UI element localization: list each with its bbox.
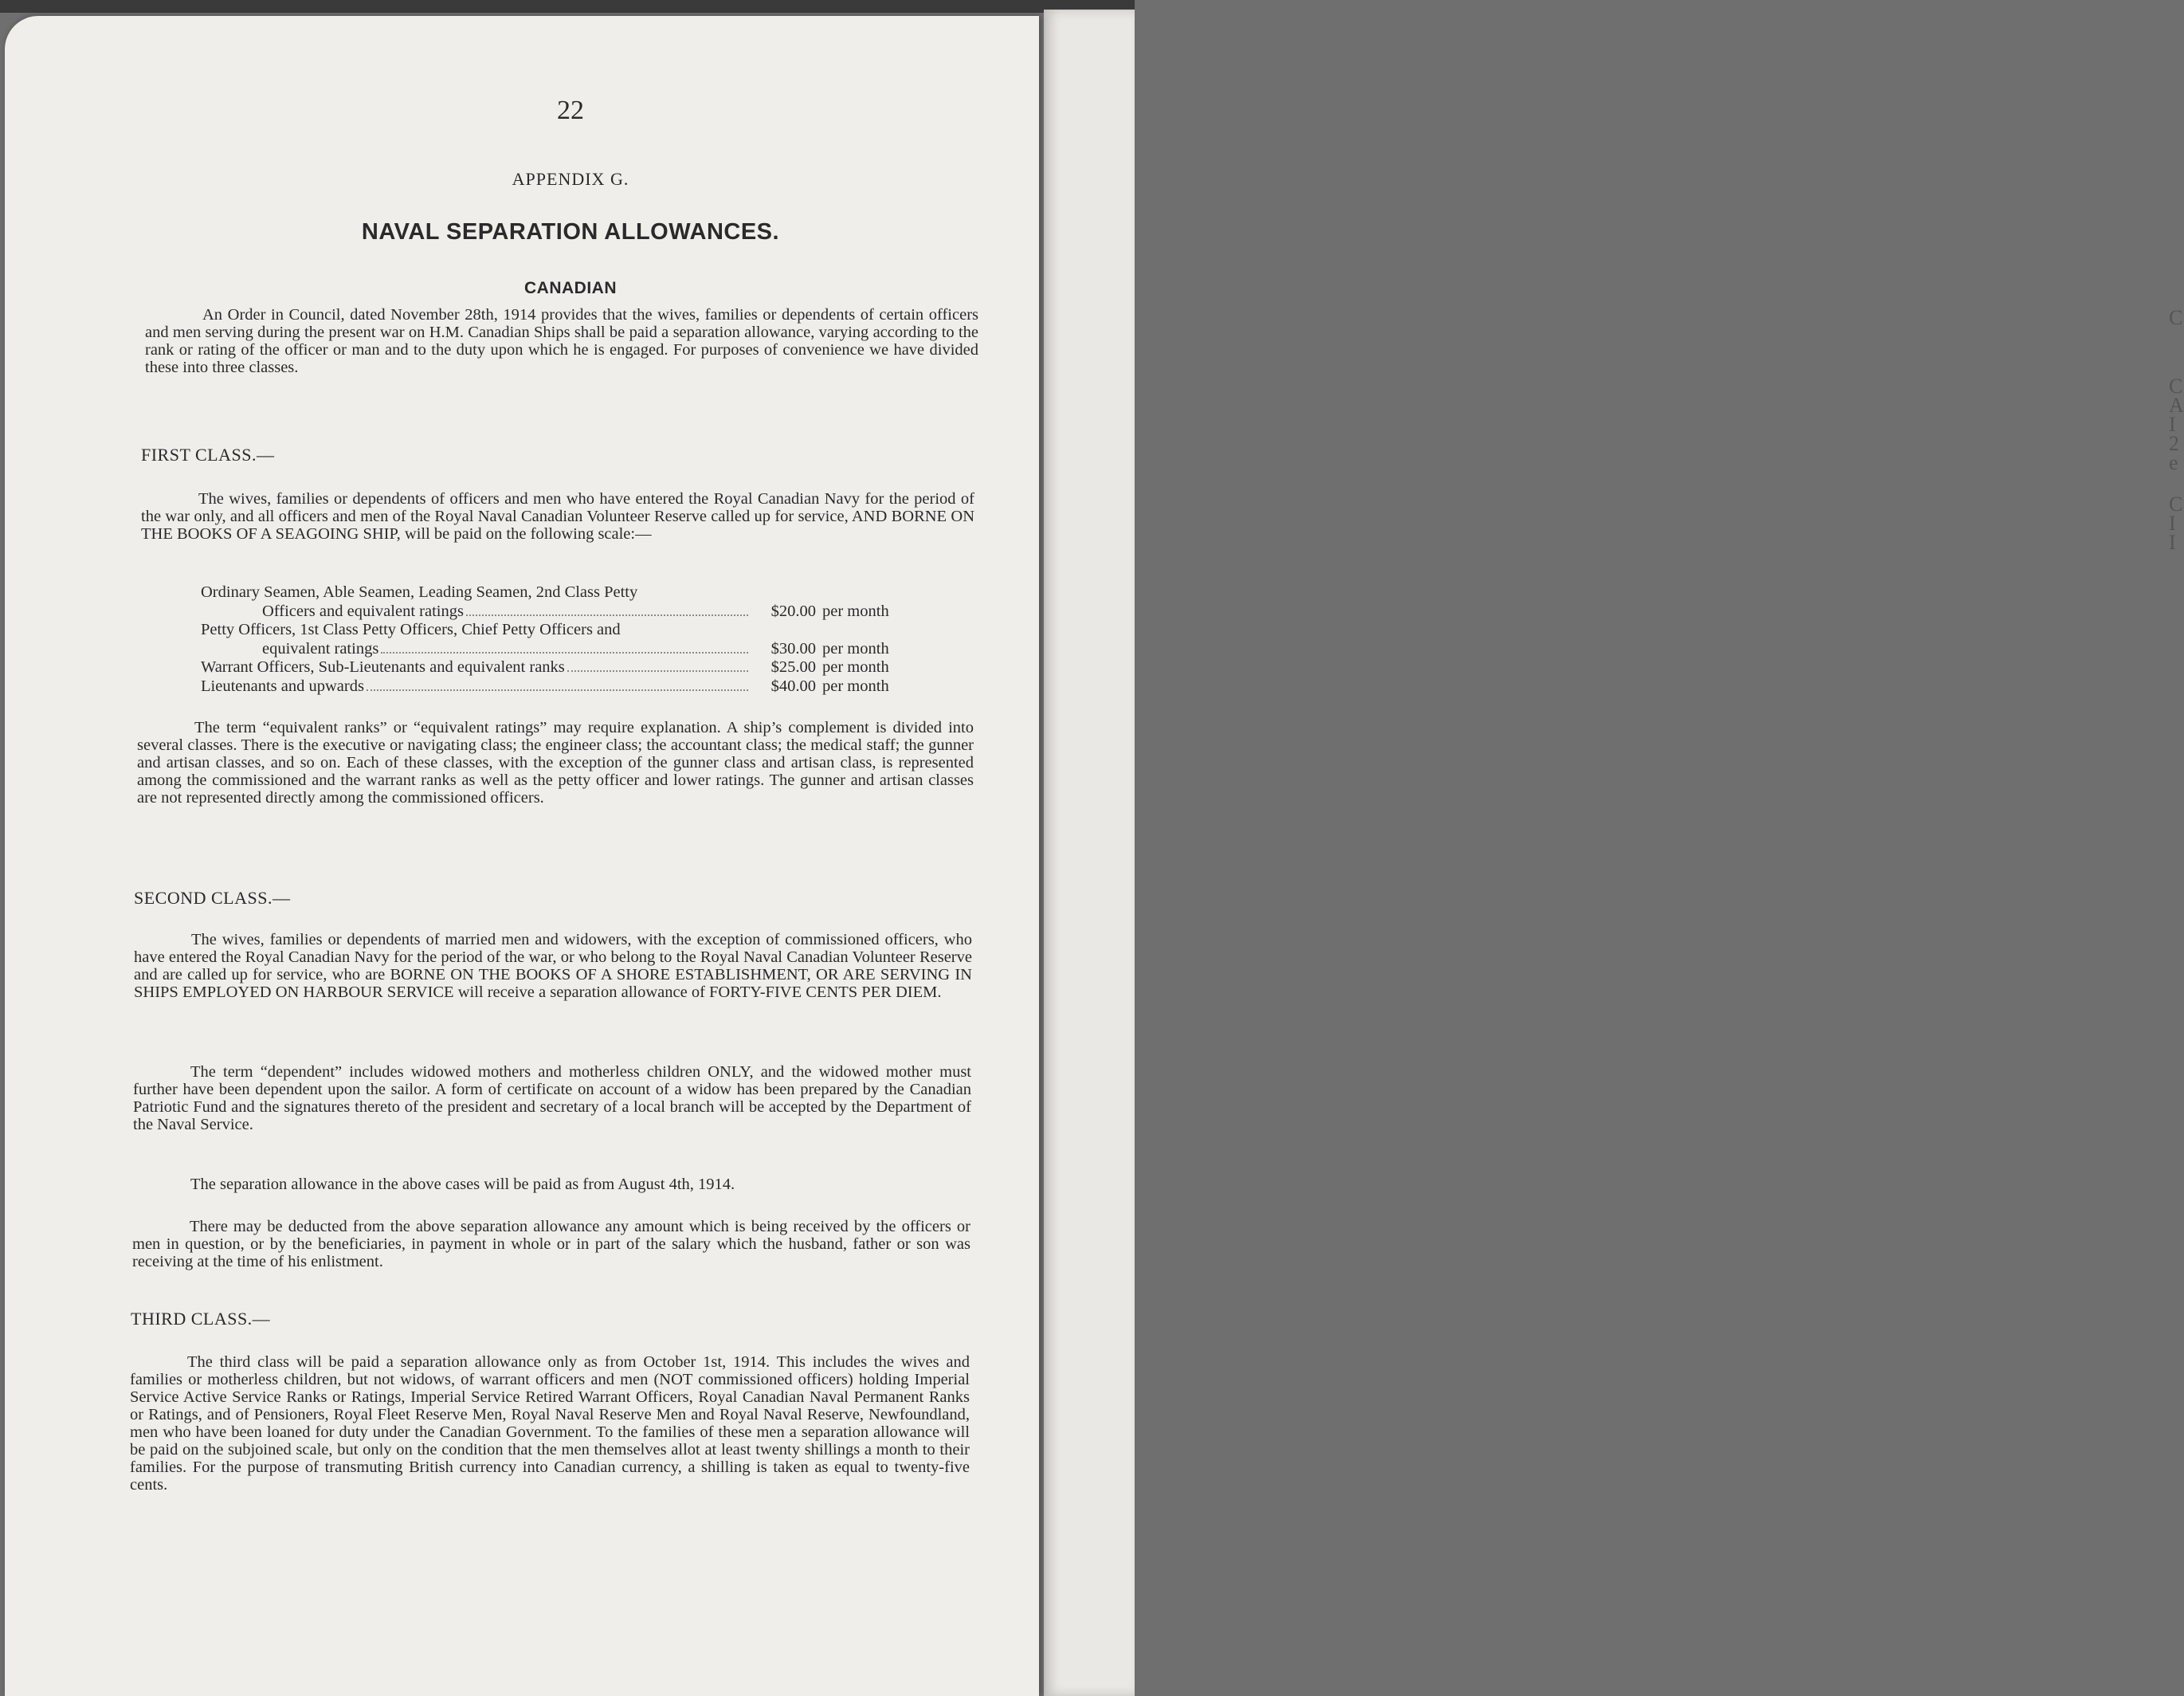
first-class-paragraph: The wives, families or dependents of officers and men who have entered the Royal Canadian Navy for the period of the war only, and all officers and men of the Royal Naval Canadian Volunteer Reserve called up for service, AND BORNE ON THE BOOKS OF A SEAGOING SHIP, will be paid on the following scale:— (141, 490, 974, 543)
edge-letter: C (2169, 306, 2183, 329)
scale-unit: per month (822, 639, 889, 658)
third-class-heading: THIRD CLASS.— (131, 1309, 271, 1329)
scale-amount: $20.00 (770, 602, 816, 620)
document-page (5, 16, 1039, 1696)
dot-leader (381, 652, 748, 654)
scan-top-border (0, 0, 1135, 13)
second-class-paragraph: The wives, families or dependents of married men and widowers, with the exception of commissioned officers, who have entered the Royal Canadian Navy for the period of the war, or who belong to the Royal Naval Canadian Volunteer Reserve and are called up for service, who are BORNE ON THE BOOKS OF A SHORE ESTABLISHMENT, OR ARE SERVING IN SHIPS EMPLOYED ON HARBOUR SERVICE will receive a separation allowance of FORTY-FIVE CENTS PER DIEM. (134, 931, 972, 1001)
dependent-definition-paragraph: The term “dependent” includes widowed mothers and motherless children ONLY, and the widowed mother must further have been dependent upon the sailor. A form of certificate on account of a widow has been prepared by the Canadian Patriotic Fund and the signatures thereto of the president and secretary of a local branch will be accepted by the Department of the Naval Service. (133, 1063, 971, 1133)
scale-rank-label: Lieutenants and upwards (201, 677, 364, 695)
page-number: 22 (557, 96, 584, 125)
adjacent-page-edge (1044, 10, 2184, 1696)
scale-row (201, 658, 918, 677)
dot-leader (466, 614, 748, 616)
appendix-heading: APPENDIX G. (512, 169, 629, 189)
scale-amount: $25.00 (770, 658, 816, 676)
allowance-scale-table (201, 583, 918, 696)
intro-paragraph: An Order in Council, dated November 28th, 1914 provides that the wives, families or dependents of certain officers and men serving during the present war on H.M. Canadian Ships shall be paid a separation allowance, varying according to the rank or rating of the officer or man and to the duty upon which he is engaged. For purposes of convenience we have divided these into three classes. (145, 306, 978, 376)
edge-letter: I (2169, 413, 2176, 436)
first-class-heading: FIRST CLASS.— (141, 445, 275, 465)
edge-letter: C (2169, 375, 2183, 398)
scale-row-2-label: Petty Officers, 1st Class Petty Officers, Chief Petty Officers and (201, 621, 621, 638)
scale-amount: $30.00 (770, 639, 816, 658)
edge-letter: C (2169, 493, 2183, 516)
payment-date-paragraph: The separation allowance in the above cases will be paid as from August 4th, 1914. (190, 1176, 735, 1193)
scale-rank-label: Warrant Officers, Sub-Lieutenants and equivalent ranks (201, 658, 565, 676)
scale-rank-label: equivalent ratings (262, 639, 379, 658)
dot-leader (367, 689, 748, 691)
edge-letter: A (2169, 394, 2184, 417)
deduction-paragraph: There may be deducted from the above separation allowance any amount which is being received by the officers or men in question, or by the beneficiaries, in payment in whole or in part of the salary which the husband, father or son was receiving at the time of his enlistment. (132, 1218, 970, 1270)
dot-leader (567, 670, 748, 672)
equivalent-ranks-paragraph: The term “equivalent ranks” or “equivalent ratings” may require explanation. A ship’s complement is divided into several classes. There is the executive or navigating class; the engineer class; the accountant class; the medical staff; the gunner and artisan classes, and so on. Each of these classes, with the exception of the gunner class and artisan class, is represented among the commissioned and the warrant ranks as well as the petty officer and lower ratings. The gunner and artisan classes are not represented directly among the commissioned officers. (137, 719, 974, 807)
page-title: NAVAL SEPARATION ALLOWANCES. (361, 219, 780, 245)
scale-amount: $40.00 (770, 677, 816, 695)
scale-row (201, 640, 918, 659)
scale-unit: per month (822, 677, 889, 695)
third-class-paragraph: The third class will be paid a separation allowance only as from October 1st, 1914. This includes the wives and families or motherless children, but not widows, of warrant officers and men (NOT commissioned officers) holding Imperial Service Active Service Ranks or Ratings, Imperial Service Retired Warrant Officers, Royal Canadian Naval Permanent Ranks or Ratings, and of Pensioners, Royal Fleet Reserve Men, Royal Naval Reserve Men and Royal Naval Reserve, Newfoundland, men who have been loaned for duty under the Canadian Government. To the families of these men a separation allowance will be paid on the subjoined scale, but only on the condition that the men themselves allot at least twenty shillings a month to their families. For the purpose of transmuting British currency into Canadian currency, a shilling is taken as equal to twenty-five cents. (130, 1353, 970, 1494)
scale-unit: per month (822, 658, 889, 676)
scale-rank-label: Officers and equivalent ratings (262, 602, 464, 620)
scale-row-1-label: Ordinary Seamen, Able Seamen, Leading Seamen, 2nd Class Petty (201, 583, 638, 601)
scale-unit: per month (822, 602, 889, 620)
second-class-heading: SECOND CLASS.— (134, 888, 291, 908)
scale-row (201, 603, 918, 622)
edge-letter: e (2169, 451, 2178, 474)
scale-row (201, 677, 918, 697)
section-subtitle: CANADIAN (524, 279, 617, 297)
edge-letter: I (2169, 531, 2176, 554)
edge-letter: I (2169, 512, 2176, 535)
edge-letter: 2 (2169, 432, 2179, 455)
